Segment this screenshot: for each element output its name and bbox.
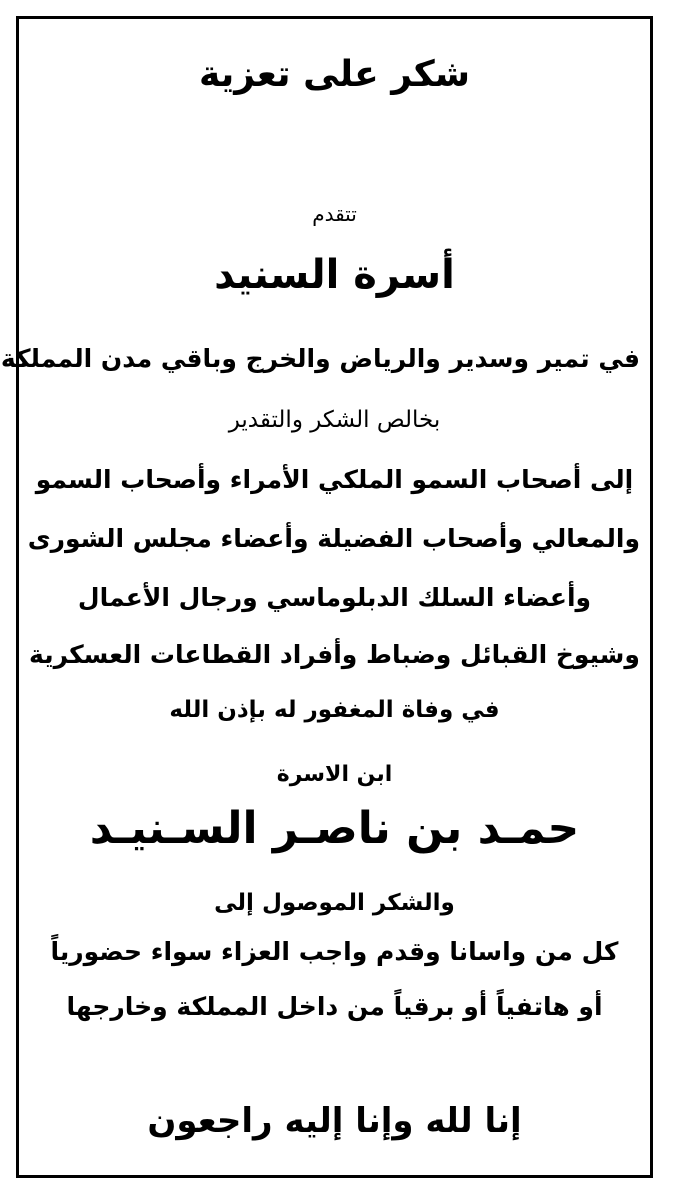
notice-title: شكر على تعزية [198, 54, 471, 95]
body-line: إلى أصحاب السمو الملكي الأمراء وأصحاب السمو [35, 465, 634, 494]
body-line: وشيوخ القبائل وضباط وأفراد القطاعات العسكرية [29, 640, 640, 669]
family-name: أسرة السنيد [214, 252, 455, 298]
closing-line: والشكر الموصول إلى [214, 890, 455, 916]
body-line: وأعضاء السلك الدبلوماسي ورجال الأعمال [77, 583, 592, 612]
intro-text: تتقدم [312, 202, 357, 226]
closing-line: كل من واسانا وقدم واجب العزاء سواء حضورياً [50, 937, 619, 966]
body-line: في تمير وسدير والرياض والخرج وباقي مدن المملكة [0, 344, 640, 373]
closing-line: أو هاتفياً أو برقياً من داخل المملكة وخارجها [66, 992, 603, 1021]
final-line: إنا لله وإنا إليه راجعون [147, 1101, 522, 1141]
body-line: في وفاة المغفور له بإذن الله [169, 697, 500, 723]
deceased-name: حمـد بن ناصـر السـنيـد [89, 803, 580, 854]
son-label: ابن الاسرة [276, 762, 393, 787]
notice-frame [0, 16, 653, 1178]
body-line: بخالص الشكر والتقدير [228, 407, 441, 433]
body-line: والمعالي وأصحاب الفضيلة وأعضاء مجلس الشورى [27, 524, 640, 553]
